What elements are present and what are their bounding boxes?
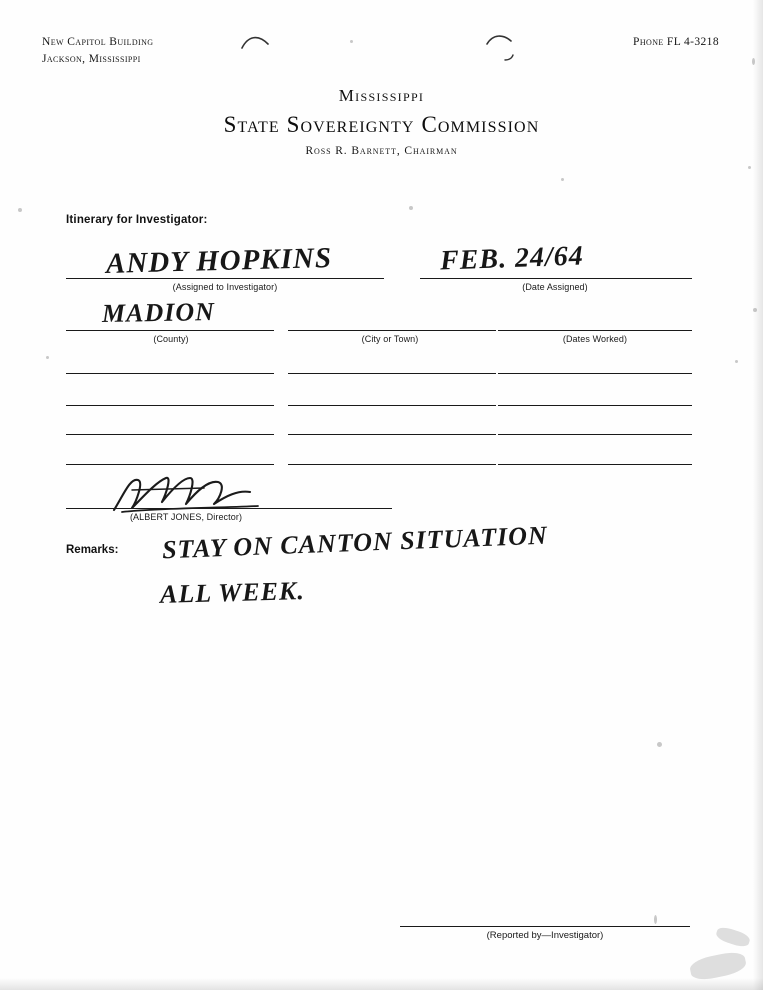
caption-dates-worked: (Dates Worked) — [562, 334, 628, 344]
caption-reported-by: (Reported by—Investigator) — [486, 930, 604, 941]
rule-reported-by — [400, 926, 690, 927]
scan-speck — [657, 742, 662, 747]
rule-county-row-2 — [66, 373, 274, 374]
page-edge-shadow-bottom — [0, 978, 763, 990]
rule-city-row-5 — [288, 464, 496, 465]
caption-county: (County) — [153, 334, 189, 344]
rule-dates-row-3 — [498, 405, 692, 406]
caption-city-or-town: (City or Town) — [361, 334, 419, 344]
scan-speck — [748, 166, 751, 169]
rule-city-row-2 — [288, 373, 496, 374]
handwritten-remarks-line-2: ALL WEEK. — [159, 576, 306, 609]
stray-mark-top-1 — [240, 34, 280, 54]
handwritten-investigator-name: ANDY HOPKINS — [105, 242, 333, 280]
rule-county-row-3 — [66, 405, 274, 406]
itinerary-label: Itinerary for Investigator: — [66, 214, 208, 226]
rule-city-row-4 — [288, 434, 496, 435]
rule-county-row-4 — [66, 434, 274, 435]
handwritten-remarks-line-1: STAY ON CANTON SITUATION — [161, 520, 549, 565]
rule-dates-row-5 — [498, 464, 692, 465]
rule-dates-row-4 — [498, 434, 692, 435]
rule-date-assigned — [420, 278, 692, 279]
rule-dates-row-2 — [498, 373, 692, 374]
scan-speck — [735, 360, 738, 363]
rule-county — [66, 330, 274, 331]
stray-mark-top-2 — [485, 32, 525, 58]
letterhead-address — [42, 34, 153, 68]
caption-assigned-to-investigator: (Assigned to Investigator) — [172, 282, 278, 292]
scan-speck — [46, 356, 49, 359]
org-title-line-1: Mississippi — [338, 86, 425, 105]
rule-county-row-5 — [66, 464, 274, 465]
rule-city-row-3 — [288, 405, 496, 406]
letterhead-phone: Phone FL 4-3218 — [633, 36, 719, 48]
org-title-line-2: State Sovereignty Commission — [223, 112, 540, 137]
rule-dates-worked — [498, 330, 692, 331]
address-line-2: Jackson, Mississippi — [42, 53, 141, 65]
caption-date-assigned: (Date Assigned) — [522, 282, 588, 292]
org-chairman-line: Ross R. Barnett, Chairman — [305, 145, 458, 157]
rule-city-or-town — [288, 330, 496, 331]
scan-speck — [18, 208, 22, 212]
handwritten-county: MADION — [101, 297, 216, 328]
scan-speck — [350, 40, 353, 43]
scan-speck — [654, 915, 657, 924]
scan-speck — [561, 178, 564, 181]
caption-director: (ALBERT JONES, Director) — [129, 512, 243, 522]
handwritten-date-assigned: FEB. 24/64 — [439, 240, 585, 277]
page-edge-shadow-right — [753, 0, 763, 990]
scan-smudge — [715, 925, 752, 949]
address-line-1: New Capitol Building — [42, 36, 154, 48]
scan-speck — [409, 206, 413, 210]
remarks-label: Remarks: — [66, 544, 119, 556]
director-signature-scrawl — [108, 468, 268, 516]
